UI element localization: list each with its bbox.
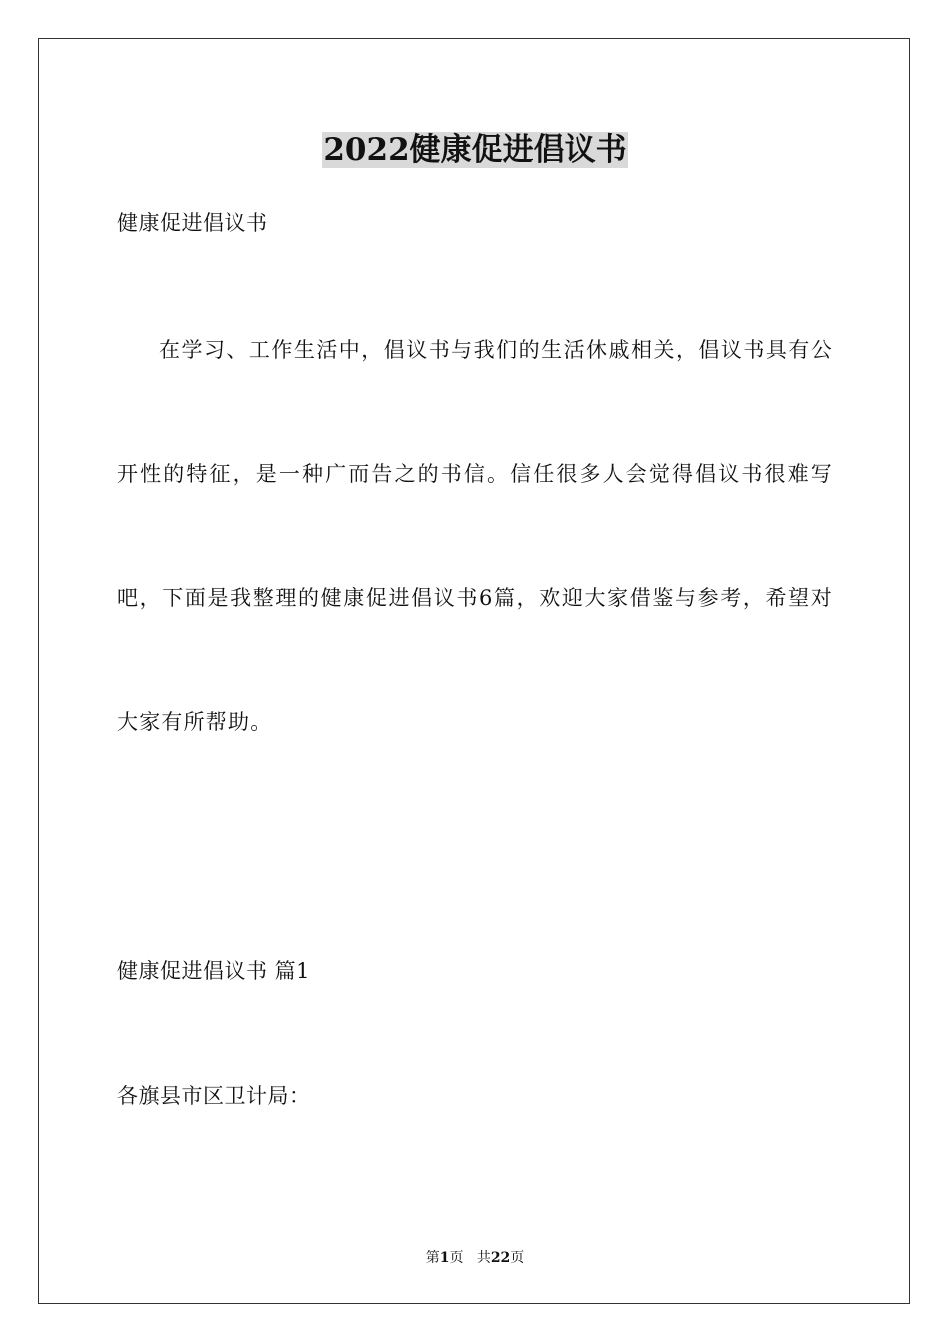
document-subtitle: 健康促进倡议书 xyxy=(117,211,268,235)
footer-total-pages: 22 xyxy=(490,1250,511,1266)
intro-paragraph: 在学习、工作生活中，倡议书与我们的生活休戚相关，倡议书具有公开性的特征，是一种广而告之的书信。信任很多人会觉得倡议书很难写吧，下面是我整理的健康促进倡议书6篇，欢迎大家借鉴与参考，希望对大家有所帮助。 xyxy=(117,338,833,734)
salutation: 各旗县市区卫计局： xyxy=(117,1084,311,1108)
footer-total-prefix: 共 xyxy=(476,1250,491,1266)
footer-prefix: 第 xyxy=(425,1250,440,1266)
document-title xyxy=(0,130,950,170)
footer-page-word: 页 xyxy=(449,1250,464,1266)
footer-current-page: 1 xyxy=(439,1250,450,1266)
section-heading: 健康促进倡议书 篇1 xyxy=(117,959,311,983)
document-title-text: 2022健康促进倡议书 xyxy=(323,132,627,168)
footer-total-suffix: 页 xyxy=(510,1250,525,1266)
page-footer xyxy=(0,1248,950,1268)
